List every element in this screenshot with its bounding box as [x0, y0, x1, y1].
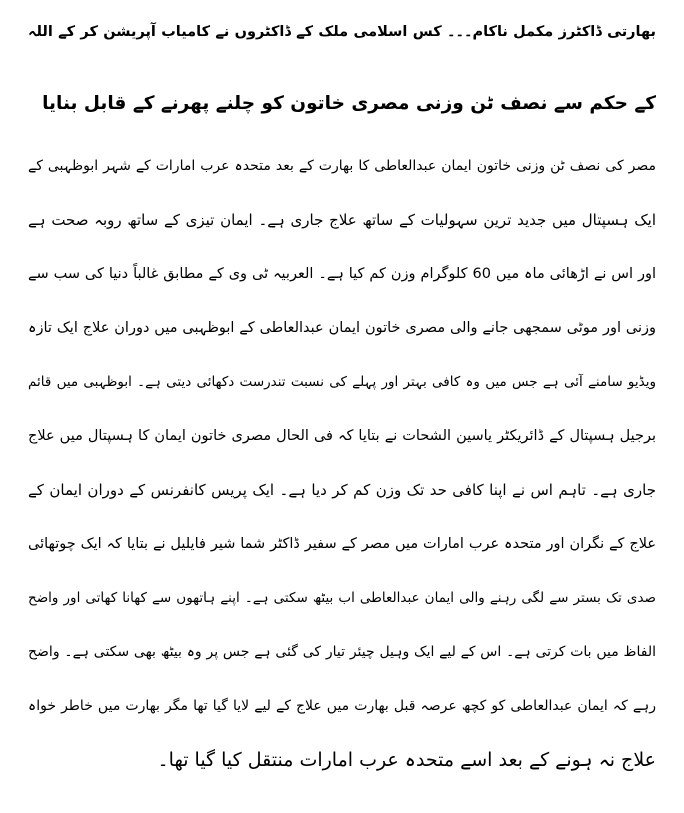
- headline-line: کے حکم سے نصف ٹن وزنی مصری خاتون کو چلنے پھرنے کے قابل بنایا: [42, 93, 656, 114]
- article-line: وزنی اور موٹی سمجھی جانے والی مصری خاتون ایمان عبدالعاطی کے ابوظہبی میں دوران علاج ایک تازہ: [28, 320, 656, 336]
- article-line: اور اس نے اڑھائی ماہ میں 60 کلوگرام وزن کم کیا ہے۔ العربیہ ٹی وی کے مطابق غالباً دنیا کی سب سے: [28, 266, 656, 282]
- article-line: صدی تک بستر سے لگی رہنے والی ایمان عبدالعاطی اب بیٹھ سکتی ہے۔ اپنے ہاتھوں سے کھانا کھاتی اور واضح: [28, 590, 656, 606]
- article-line: الفاظ میں بات کرتی ہے۔ اس کے لیے ایک وہیل چیئر تیار کی گئی ہے جس پر وہ بیٹھ بھی سکتی ہے۔ واضح: [28, 644, 656, 660]
- article-line: علاج نہ ہونے کے بعد اسے متحدہ عرب امارات منتقل کیا گیا تھا۔: [157, 749, 656, 771]
- article-line: رہے کہ ایمان عبدالعاطی کو کچھ عرصہ قبل بھارت میں علاج کے لیے لایا گیا تھا مگر بھارت میں خاطر خواہ: [28, 698, 656, 714]
- article-line: مصر کی نصف ٹن وزنی خاتون ایمان عبدالعاطی کا بھارت کے بعد متحدہ عرب امارات کے شہر ابوظہبی کے: [28, 158, 656, 174]
- headline-line: بھارتی ڈاکٹرز مکمل ناکام۔۔۔ کس اسلامی ملک کے ڈاکٹروں نے کامیاب آپریشن کر کے اللہ: [28, 24, 656, 40]
- article-line: علاج کے نگران اور متحدہ عرب امارات میں مصر کے سفیر ڈاکٹر شما شیر فایلیل نے بتایا کہ ایک چوتھائی: [28, 536, 656, 552]
- article-line: ویڈیو سامنے آئی ہے جس میں وہ کافی بہتر اور پہلے کی نسبت تندرست دکھائی دیتی ہے۔ ابوظہبی میں قائم: [28, 374, 656, 390]
- article-line: ایک ہسپتال میں جدید ترین سہولیات کے ساتھ علاج جاری ہے۔ ایمان تیزی کے ساتھ روبہ صحت ہے: [28, 211, 656, 229]
- article-line: برجیل ہسپتال کے ڈائریکٹر یاسین الشحات نے بتایا کہ فی الحال مصری خاتون ایمان کا ہسپتال میں علاج: [28, 428, 656, 444]
- article-line: جاری ہے۔ تاہم اس نے اپنا کافی حد تک وزن کم کر دیا ہے۔ ایک پریس کانفرنس کے دوران ایمان کے: [28, 481, 656, 499]
